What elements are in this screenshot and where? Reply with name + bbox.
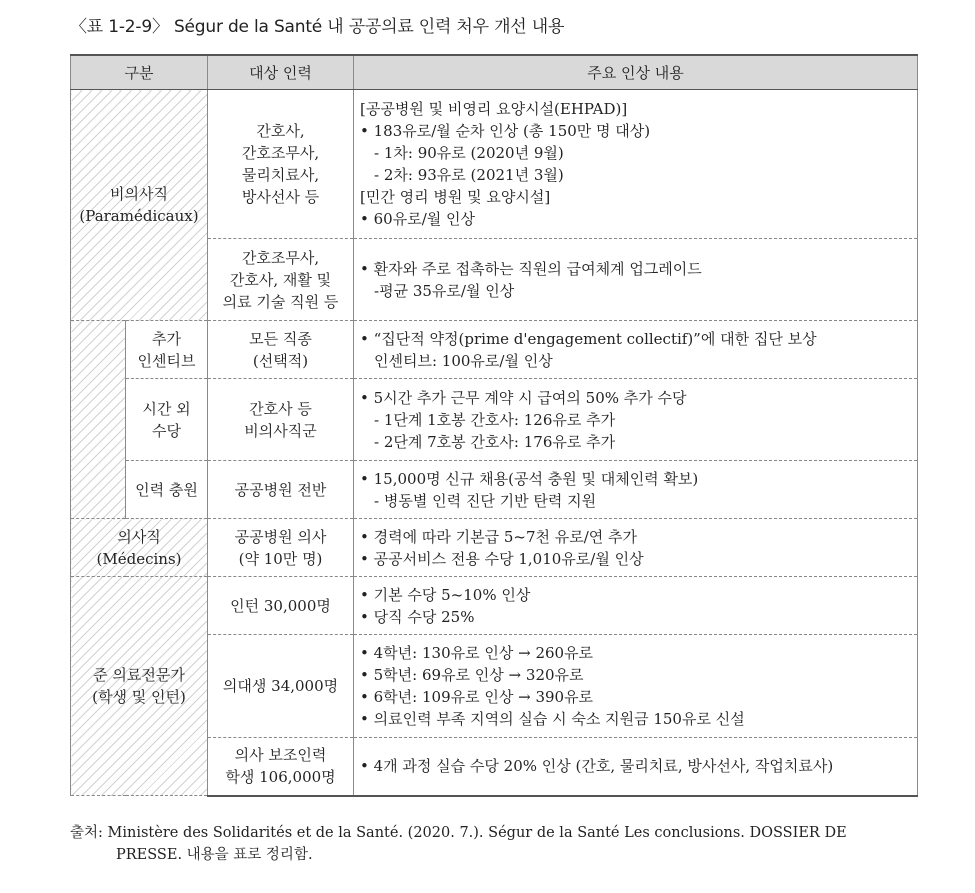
table-row <box>71 379 918 461</box>
content-cell: • 15,000명 신규 채용(공석 충원 및 대체인력 확보) - 병동별 인력 진단 기반 탄력 지원 <box>354 461 918 519</box>
subcategory-cell: 시간 외 수당 <box>126 379 208 461</box>
content-cell: • “집단적 약정(prime d'engagement collectif)”에 대한 집단 보상 인센티브: 100유로/월 인상 <box>354 321 918 379</box>
table-row <box>71 90 918 239</box>
table-header-row <box>71 55 918 90</box>
content-cell: • 경력에 따라 기본급 5~7천 유로/연 추가 • 공공서비스 전용 수당 1,010유로/월 인상 <box>354 519 918 577</box>
header-content: 주요 인상 내용 <box>354 55 918 90</box>
target-cell: 간호사 등 비의사직군 <box>208 379 354 461</box>
target-cell: 공공병원 전반 <box>208 461 354 519</box>
content-cell: • 환자와 주로 접촉하는 직원의 급여체계 업그레이드 -평균 35유로/월 인상 <box>354 239 918 321</box>
table-caption: 〈표 1-2-9〉 Ségur de la Santé 내 공공의료 인력 처우 개선 내용 <box>70 17 565 37</box>
target-cell: 공공병원 의사 (약 10만 명) <box>208 519 354 577</box>
target-cell: 인턴 30,000명 <box>208 577 354 635</box>
content-cell: • 기본 수당 5~10% 인상 • 당직 수당 25% <box>354 577 918 635</box>
content-cell: • 4학년: 130유로 인상 → 260유로 • 5학년: 69유로 인상 → 320유로 • 6학년: 109유로 인상 → 390유로 • 의료인력 부족 지역의 실습 시 숙소 지원금 150유로 신설 <box>354 635 918 738</box>
category-paramedical: 비의사직 (Paramédicaux) <box>71 90 208 321</box>
content-cell: • 4개 과정 실습 수당 20% 인상 (간호, 물리치료, 방사선사, 작업치료사) <box>354 738 918 796</box>
table-row <box>71 461 918 519</box>
target-cell: 모든 직종 (선택적) <box>208 321 354 379</box>
header-target: 대상 인력 <box>208 55 354 90</box>
category-doctor: 의사직 (Médecins) <box>71 519 208 577</box>
content-cell: • 5시간 추가 근무 계약 시 급여의 50% 추가 수당 - 1단계 1호봉 간호사: 126유로 추가 - 2단계 7호봉 간호사: 176유로 추가 <box>354 379 918 461</box>
salary-table <box>70 54 918 797</box>
header-category: 구분 <box>71 55 208 90</box>
target-cell: 의사 보조인력 학생 106,000명 <box>208 738 354 796</box>
table-row <box>71 519 918 577</box>
table-row <box>71 321 918 379</box>
table-row <box>71 577 918 635</box>
target-cell: 의대생 34,000명 <box>208 635 354 738</box>
category-semi-professional: 준 의료전문가 (학생 및 인턴) <box>71 577 208 796</box>
content-cell: [공공병원 및 비영리 요양시설(EHPAD)] • 183유로/월 순차 인상 (총 150만 명 대상) - 1차: 90유로 (2020년 9월) - 2차: 93유로 (2021년 3월) [민간 영리 병원 및 요양시설] • 60유로/월 인상 <box>354 90 918 239</box>
subcategory-cell: 인력 충원 <box>126 461 208 519</box>
target-cell: 간호조무사, 간호사, 재활 및 의료 기술 직원 등 <box>208 239 354 321</box>
category-paramedical-extra <box>71 321 126 519</box>
target-cell: 간호사, 간호조무사, 물리치료사, 방사선사 등 <box>208 90 354 239</box>
subcategory-cell: 추가 인센티브 <box>126 321 208 379</box>
source-note: 출처: Ministère des Solidarités et de la Santé. (2020. 7.). Ségur de la Santé Les conclusions. DOSSIER DE PRESSE. 내용을 표로 정리함. <box>70 825 847 863</box>
